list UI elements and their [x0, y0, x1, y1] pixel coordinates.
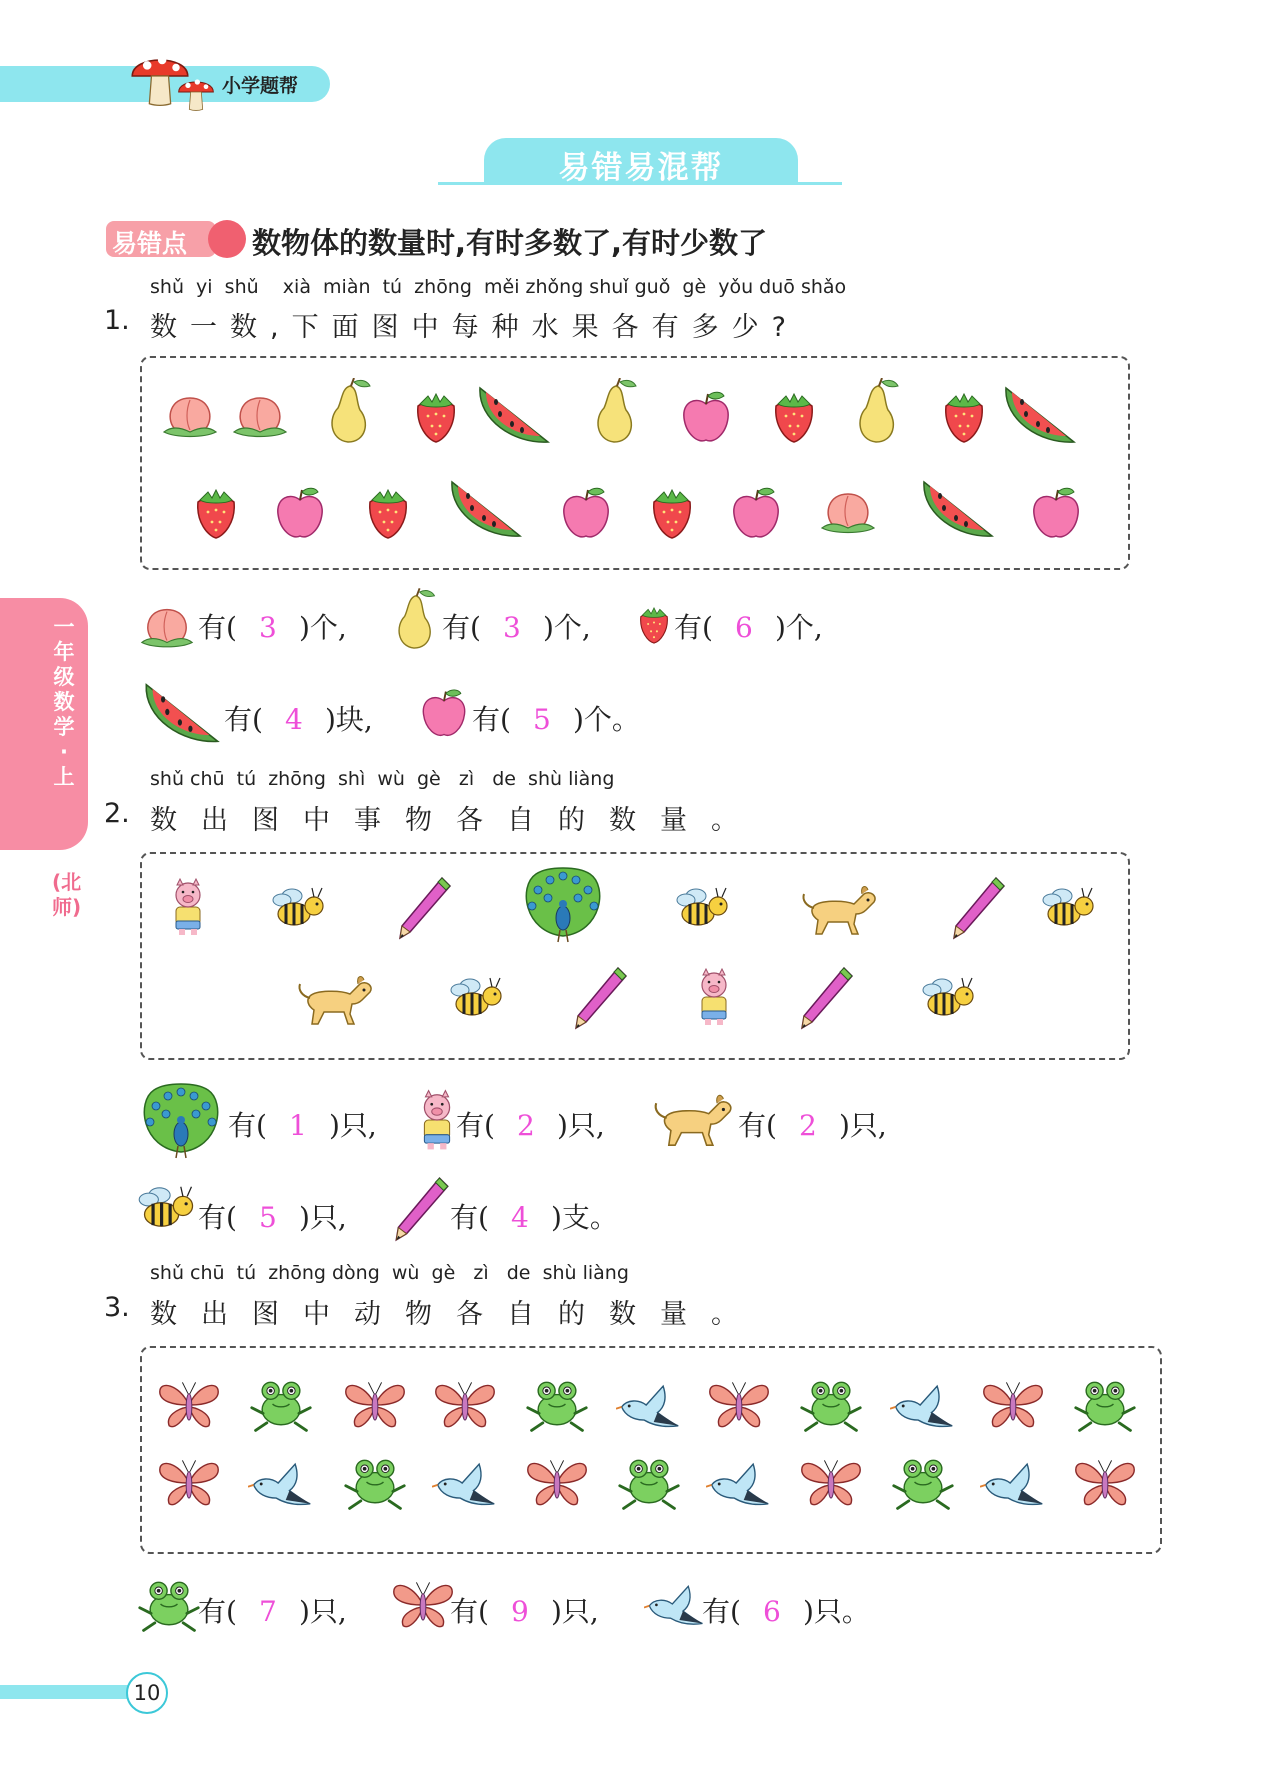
butterfly-icon — [706, 1378, 772, 1432]
butterfly-icon — [432, 1378, 498, 1432]
answer-prefix: 有( — [674, 611, 713, 644]
peacock-icon — [518, 866, 608, 946]
q3-text: 数出图中动物各自的数量。 — [150, 1299, 762, 1330]
pig-icon — [168, 876, 208, 938]
q3-number: 3. — [104, 1292, 130, 1323]
answer-prefix: 有( — [198, 1595, 237, 1628]
q3-answer-frog — [198, 1590, 347, 1630]
strawberry-icon — [406, 386, 466, 446]
dog-icon — [652, 1088, 736, 1152]
answer-prefix: 有( — [456, 1109, 495, 1142]
watermelon-icon — [1000, 380, 1080, 450]
side-edition-label: (北师) — [52, 870, 82, 919]
strawberry-icon — [764, 386, 824, 446]
q2-answer-peacock — [228, 1104, 377, 1144]
answer-suffix: )块, — [324, 703, 373, 736]
frog-icon — [248, 1374, 314, 1434]
pencil-icon — [570, 964, 630, 1034]
bird-icon — [980, 1454, 1046, 1512]
answer-value: 6 — [763, 1595, 781, 1628]
section-title: 数物体的数量时,有时多数了,有时少数了 — [252, 226, 768, 260]
side-grade-label: 一年级数学·上 — [53, 615, 75, 789]
pig-icon — [416, 1088, 458, 1152]
peach-icon — [818, 482, 878, 542]
q2-answer-pencil — [450, 1196, 618, 1236]
frog-icon — [1072, 1374, 1138, 1434]
pig-icon — [694, 966, 734, 1028]
butterfly-icon — [524, 1456, 590, 1510]
answer-value: 3 — [259, 611, 277, 644]
strawberry-icon — [632, 602, 676, 646]
apple-icon — [416, 686, 472, 742]
butterfly-icon — [156, 1378, 222, 1432]
frog-icon — [616, 1452, 682, 1512]
bird-icon — [432, 1454, 498, 1512]
frog-icon — [342, 1452, 408, 1512]
answer-suffix: )只, — [328, 1109, 377, 1142]
error-tag-dot — [208, 220, 246, 258]
answer-suffix: )个, — [298, 611, 347, 644]
strawberry-icon — [934, 386, 994, 446]
pear-icon — [386, 588, 442, 654]
dog-icon — [800, 880, 880, 940]
q1-text: 数一数,下面图中每种水果各有多少? — [150, 312, 799, 343]
dog-icon — [296, 970, 376, 1030]
mushroom-icon — [176, 72, 216, 112]
bee-icon — [136, 1180, 200, 1234]
strawberry-icon — [358, 482, 418, 542]
peach-icon — [230, 386, 290, 446]
strawberry-icon — [186, 482, 246, 542]
butterfly-icon — [390, 1578, 456, 1632]
page-title: 易错易混帮 — [558, 150, 724, 186]
pear-icon — [846, 378, 906, 448]
answer-prefix: 有( — [450, 1201, 489, 1234]
answer-value: 7 — [259, 1595, 277, 1628]
q1-answer-strawberry — [674, 606, 823, 646]
answer-suffix: )只, — [298, 1595, 347, 1628]
q2-answer-pig — [456, 1104, 605, 1144]
q2-answer-dog — [738, 1104, 887, 1144]
answer-prefix: 有( — [198, 611, 237, 644]
answer-suffix: )个, — [542, 611, 591, 644]
bird-icon — [248, 1454, 314, 1512]
butterfly-icon — [980, 1378, 1046, 1432]
bird-icon — [616, 1376, 682, 1434]
frog-icon — [890, 1452, 956, 1512]
frog-icon — [136, 1574, 202, 1634]
answer-prefix: 有( — [228, 1109, 267, 1142]
peach-icon — [160, 386, 220, 446]
answer-prefix: 有( — [450, 1595, 489, 1628]
bird-icon — [706, 1454, 772, 1512]
q3-pinyin: shǔ chū tú zhōng dòng wù gè zì de shù liàng — [150, 1262, 629, 1284]
bee-icon — [448, 972, 508, 1022]
apple-icon — [556, 484, 616, 544]
apple-icon — [676, 388, 736, 448]
answer-value: 2 — [517, 1109, 535, 1142]
bee-icon — [1040, 882, 1100, 932]
answer-value: 3 — [503, 611, 521, 644]
answer-value: 6 — [735, 611, 753, 644]
apple-icon — [1026, 484, 1086, 544]
error-tag: 易错点 — [112, 229, 188, 258]
answer-suffix: )个。 — [572, 703, 640, 736]
answer-suffix: )个, — [774, 611, 823, 644]
pear-icon — [318, 378, 378, 448]
page-number: 10 — [126, 1672, 168, 1714]
answer-prefix: 有( — [224, 703, 263, 736]
q1-number: 1. — [104, 305, 130, 336]
watermelon-icon — [140, 676, 224, 750]
pencil-icon — [390, 1174, 452, 1246]
answer-suffix: )只, — [556, 1109, 605, 1142]
watermelon-icon — [918, 474, 998, 544]
bee-icon — [674, 882, 734, 932]
answer-value: 5 — [259, 1201, 277, 1234]
answer-prefix: 有( — [738, 1109, 777, 1142]
strawberry-icon — [642, 482, 702, 542]
answer-value: 4 — [285, 703, 303, 736]
answer-prefix: 有( — [198, 1201, 237, 1234]
frog-icon — [798, 1374, 864, 1434]
answer-value: 9 — [511, 1595, 529, 1628]
butterfly-icon — [342, 1378, 408, 1432]
apple-icon — [270, 484, 330, 544]
q3-answer-butterfly — [450, 1590, 599, 1630]
q2-text: 数出图中事物各自的数量。 — [150, 805, 762, 836]
bee-icon — [920, 972, 980, 1022]
bee-icon — [270, 882, 330, 932]
q3-answer-bird — [702, 1590, 870, 1630]
q1-pinyin: shǔ yi shǔ xià miàn tú zhōng měi zhǒng shuǐ guǒ gè yǒu duō shǎo — [150, 276, 847, 298]
butterfly-icon — [156, 1456, 222, 1510]
answer-prefix: 有( — [442, 611, 481, 644]
answer-suffix: )只, — [550, 1595, 599, 1628]
answer-suffix: )支。 — [550, 1201, 618, 1234]
apple-icon — [726, 484, 786, 544]
answer-prefix: 有( — [472, 703, 511, 736]
q1-answer-apple — [472, 698, 640, 738]
answer-suffix: )只, — [838, 1109, 887, 1142]
peach-icon — [138, 598, 196, 656]
q1-answer-watermelon — [224, 698, 373, 738]
watermelon-icon — [474, 380, 554, 450]
brand-name: 小学题帮 — [222, 75, 299, 97]
butterfly-icon — [798, 1456, 864, 1510]
butterfly-icon — [1072, 1456, 1138, 1510]
bird-icon — [890, 1376, 956, 1434]
q2-pinyin: shǔ chū tú zhōng shì wù gè zì de shù liàng — [150, 768, 615, 790]
answer-suffix: )只。 — [802, 1595, 870, 1628]
answer-value: 4 — [511, 1201, 529, 1234]
bird-icon — [644, 1576, 706, 1632]
answer-prefix: 有( — [702, 1595, 741, 1628]
peacock-icon — [136, 1082, 226, 1162]
q2-number: 2. — [104, 798, 130, 829]
answer-value: 1 — [289, 1109, 307, 1142]
pencil-icon — [796, 964, 856, 1034]
watermelon-icon — [446, 474, 526, 544]
answer-suffix: )只, — [298, 1201, 347, 1234]
q1-answer-pear — [442, 606, 591, 646]
pear-icon — [584, 378, 644, 448]
answer-value: 2 — [799, 1109, 817, 1142]
pencil-icon — [948, 874, 1008, 944]
q2-answer-bee — [198, 1196, 347, 1236]
q1-answer-peach — [198, 606, 347, 646]
frog-icon — [524, 1374, 590, 1434]
answer-value: 5 — [533, 703, 551, 736]
pencil-icon — [394, 874, 454, 944]
